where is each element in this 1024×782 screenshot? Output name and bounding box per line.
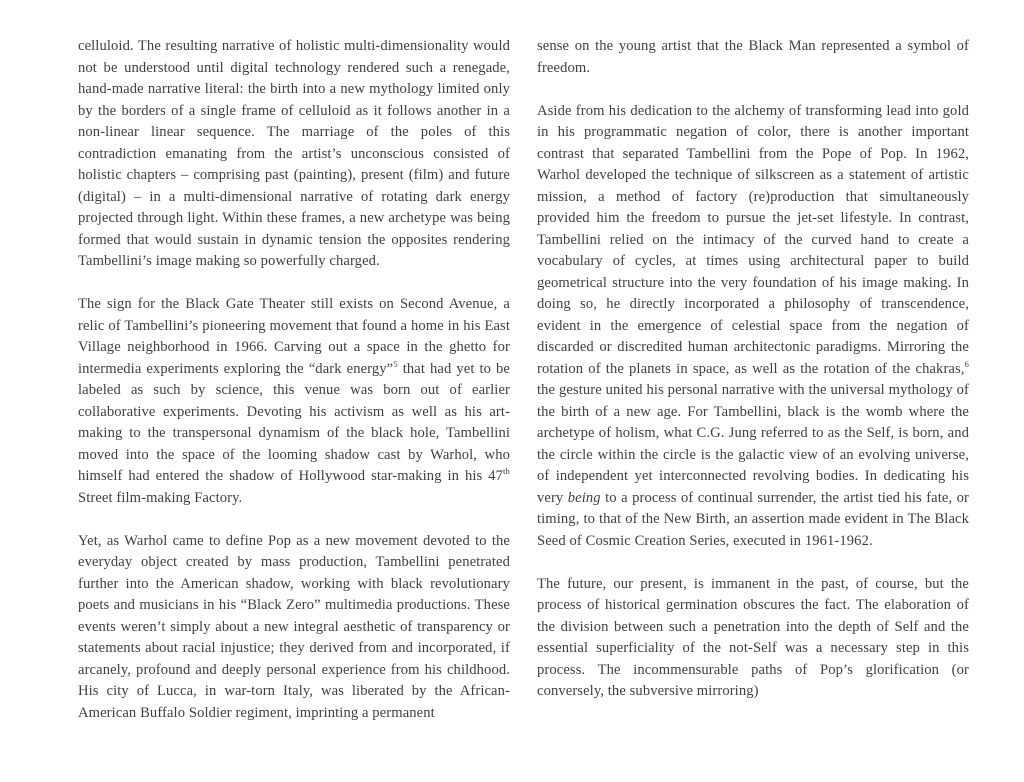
- text-column-right: [537, 36, 969, 782]
- text-column-left: [78, 36, 510, 782]
- paragraph: celluloid. The resulting narrative of holistic multi-dimensionality would not be understood until digital technology rendered such a renegade, hand-made narrative literal: the birth into a new mythology limited only by the borders of a single frame of celluloid as it follows another in a non-linear linear sequence. The marriage of the poles of this contradiction emanating from the artist’s unconscious consisted of holistic chapters – comprising past (painting), present (film) and future (digital) – in a multi-dimensional narrative of rotating dark energy projected through light. Within these frames, a new archetype was being formed that would sustain in dynamic tension the opposites rendering Tambellini’s image making so powerfully charged.: [78, 38, 510, 269]
- paragraph: Yet, as Warhol came to define Pop as a new movement devoted to the everyday object created by mass production, Tambellini penetrated further into the American shadow, working with black revolutionary poets and musicians in his “Black Zero” multimedia productions. These events weren’t simply about a new integral aesthetic of transparency or statements about racial injustice; they derived from and incorporated, if arcanely, profound and deeply personal experience from his childhood. His city of Lucca, in war-torn Italy, was liberated by the African-American Buffalo Soldier regiment, imprinting a permanent: [78, 532, 510, 721]
- paragraph: The future, our present, is immanent in the past, of course, but the process of historical germination obscures the fact. The elaboration of the division between such a penetration into the depth of Self and the essential superficiality of the not-Self was a necessary step in this process. The incommensurable paths of Pop’s glorification (or conversely, the subversive mirroring): [537, 575, 969, 699]
- paragraph: The sign for the Black Gate Theater still exists on Second Avenue, a relic of Tambellini’s pioneering movement that found a home in his East Village neighborhood in 1966. Carving out a space in the ghetto for intermedia experiments exploring the “dark energy”$^5$ that had yet to be labeled as such by science, this venue was born out of earlier collaborative experiments. Devoting his activism as well as his art-making to the transpersonal dynamism of the black hole, Tambellini moved into the space of the looming shadow cast by Warhol, who himself had entered the shadow of Hollywood star-making in his 47th Street film-making Factory.: [78, 296, 510, 506]
- paragraph: sense on the young artist that the Black Man represented a symbol of freedom.: [537, 38, 969, 76]
- paragraph: Aside from his dedication to the alchemy of transforming lead into gold in his programmatic negation of color, there is another important contrast that separated Tambellini from the Pope of Pop. In 1962, Warhol developed the technique of silkscreen as a statement of artistic mission, a method of factory (re)production that simultaneously provided him the freedom to pursue the jet-set lifestyle. In contrast, Tambellini relied on the intimacy of the curved hand to create a vocabulary of cycles, at times using architectural paper to build geometrical structure into the very foundation of his image making. In doing so, he directly incorporated a philosophy of transcendence, evident in the emergence of celestial space from the negation of discarded or discredited human architectonic paradigms. Mirroring the rotation of the planets in space, as well as the rotation of the chakras,$^6$ the gesture united his personal narrative with the universal mythology of the birth of a new age. For Tambellini, black is the womb where the archetype of holism, what C.G. Jung referred to as the Self, is born, and the circle within the circle is the galactic view of an evolving universe, of independent yet interconnected revolving bodies. In dedicating his very being to a process of continual surrender, the artist tied his fate, or timing, to that of the New Birth, an assertion made evident in The Black Seed of Cosmic Creation Series, executed in 1961-1962.: [537, 102, 969, 549]
